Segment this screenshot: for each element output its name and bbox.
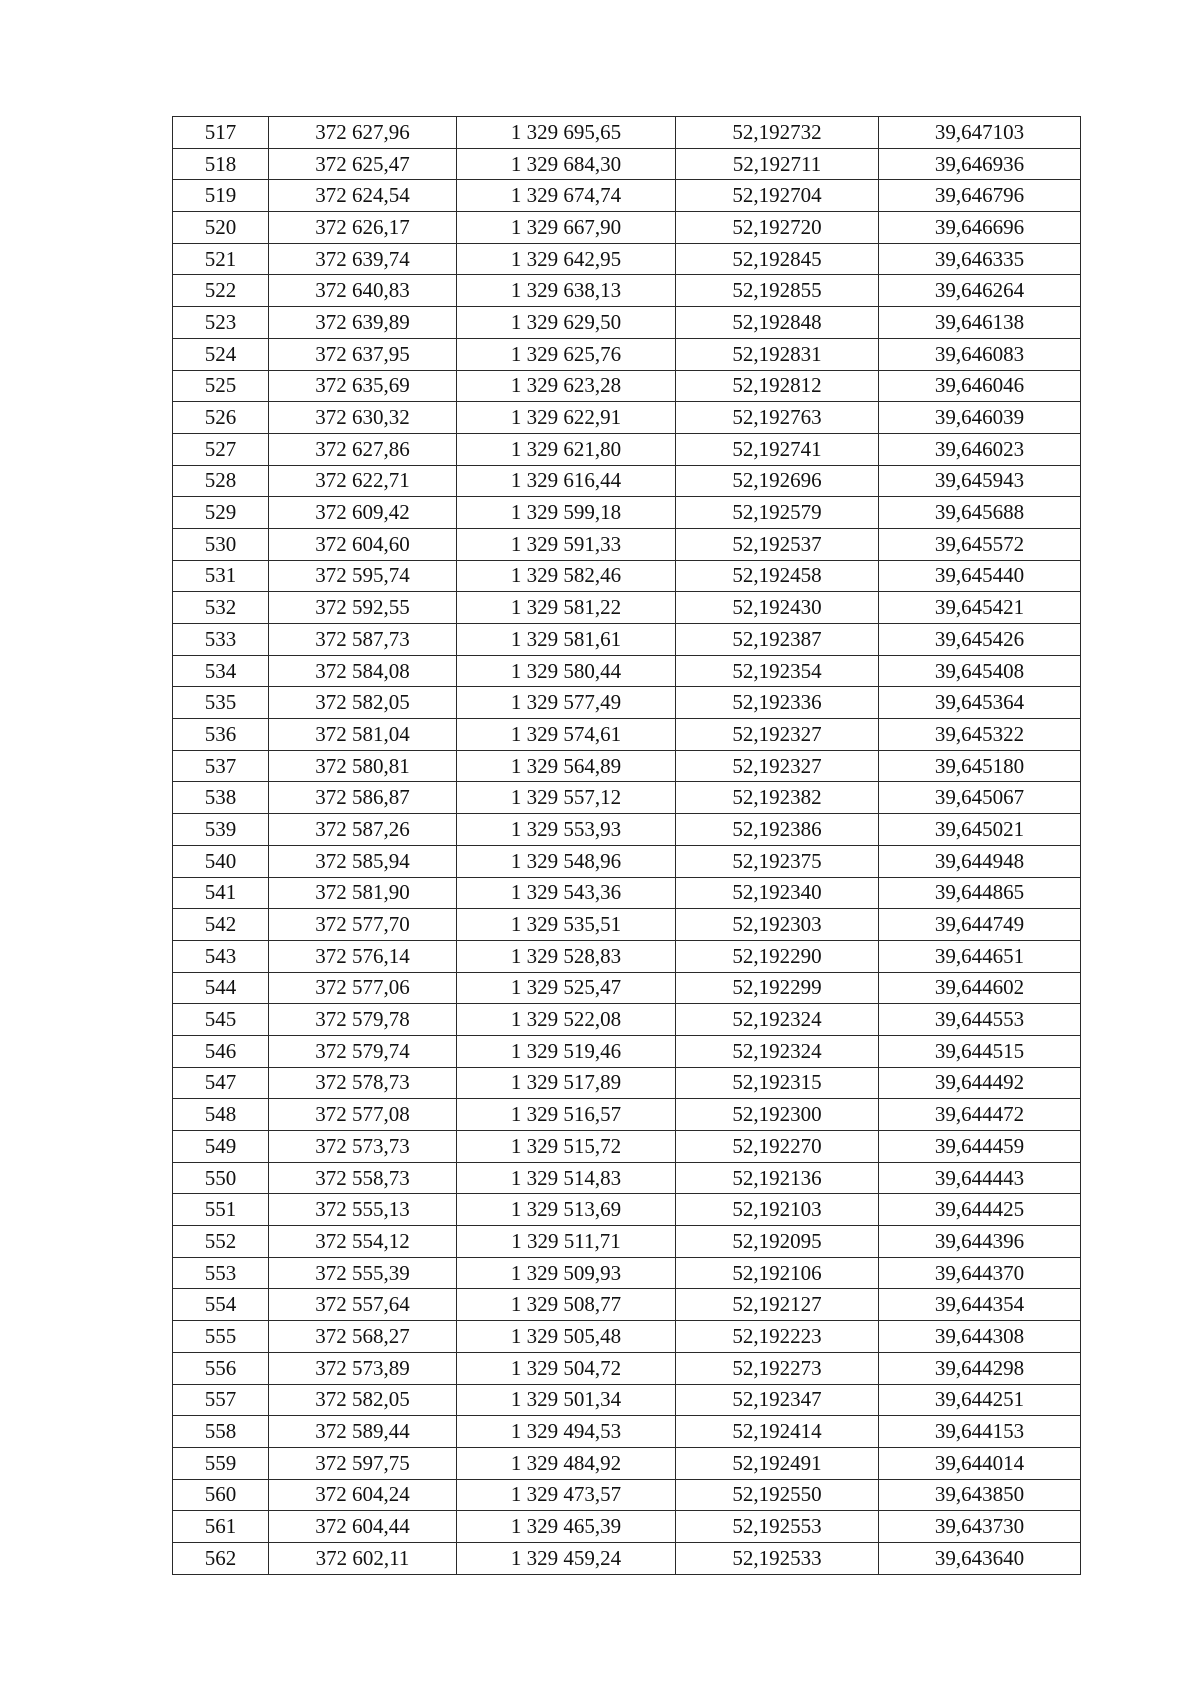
table-row	[173, 1099, 1081, 1131]
point-number-cell: 520	[173, 212, 269, 244]
point-number-cell: 532	[173, 592, 269, 624]
x-coordinate-cell: 372 627,86	[269, 433, 457, 465]
longitude-cell: 39,645426	[879, 624, 1081, 656]
y-coordinate-cell: 1 329 642,95	[457, 243, 676, 275]
table-row	[173, 909, 1081, 941]
table-row	[173, 148, 1081, 180]
point-number-cell: 528	[173, 465, 269, 497]
table-row	[173, 1289, 1081, 1321]
table-row	[173, 1479, 1081, 1511]
point-number-cell: 519	[173, 180, 269, 212]
latitude-cell: 52,192106	[676, 1257, 879, 1289]
table-row	[173, 1384, 1081, 1416]
latitude-cell: 52,192340	[676, 877, 879, 909]
y-coordinate-cell: 1 329 629,50	[457, 307, 676, 339]
point-number-cell: 545	[173, 1004, 269, 1036]
y-coordinate-cell: 1 329 599,18	[457, 497, 676, 529]
longitude-cell: 39,646046	[879, 370, 1081, 402]
x-coordinate-cell: 372 568,27	[269, 1321, 457, 1353]
latitude-cell: 52,192720	[676, 212, 879, 244]
longitude-cell: 39,644459	[879, 1131, 1081, 1163]
latitude-cell: 52,192127	[676, 1289, 879, 1321]
y-coordinate-cell: 1 329 623,28	[457, 370, 676, 402]
point-number-cell: 526	[173, 402, 269, 434]
longitude-cell: 39,645322	[879, 719, 1081, 751]
table-row	[173, 1067, 1081, 1099]
point-number-cell: 554	[173, 1289, 269, 1321]
point-number-cell: 549	[173, 1131, 269, 1163]
coordinate-table	[172, 116, 1081, 1575]
latitude-cell: 52,192812	[676, 370, 879, 402]
y-coordinate-cell: 1 329 465,39	[457, 1511, 676, 1543]
latitude-cell: 52,192324	[676, 1004, 879, 1036]
latitude-cell: 52,192270	[676, 1131, 879, 1163]
y-coordinate-cell: 1 329 581,61	[457, 624, 676, 656]
point-number-cell: 559	[173, 1447, 269, 1479]
x-coordinate-cell: 372 595,74	[269, 560, 457, 592]
latitude-cell: 52,192273	[676, 1352, 879, 1384]
table-row	[173, 465, 1081, 497]
latitude-cell: 52,192290	[676, 940, 879, 972]
y-coordinate-cell: 1 329 515,72	[457, 1131, 676, 1163]
x-coordinate-cell: 372 624,54	[269, 180, 457, 212]
y-coordinate-cell: 1 329 674,74	[457, 180, 676, 212]
point-number-cell: 543	[173, 940, 269, 972]
latitude-cell: 52,192327	[676, 719, 879, 751]
x-coordinate-cell: 372 592,55	[269, 592, 457, 624]
y-coordinate-cell: 1 329 616,44	[457, 465, 676, 497]
longitude-cell: 39,645180	[879, 750, 1081, 782]
point-number-cell: 547	[173, 1067, 269, 1099]
table-row	[173, 655, 1081, 687]
latitude-cell: 52,192550	[676, 1479, 879, 1511]
x-coordinate-cell: 372 630,32	[269, 402, 457, 434]
longitude-cell: 39,644948	[879, 845, 1081, 877]
point-number-cell: 539	[173, 814, 269, 846]
table-row	[173, 1321, 1081, 1353]
table-row	[173, 719, 1081, 751]
latitude-cell: 52,192711	[676, 148, 879, 180]
y-coordinate-cell: 1 329 553,93	[457, 814, 676, 846]
y-coordinate-cell: 1 329 574,61	[457, 719, 676, 751]
y-coordinate-cell: 1 329 508,77	[457, 1289, 676, 1321]
x-coordinate-cell: 372 609,42	[269, 497, 457, 529]
table-row	[173, 1035, 1081, 1067]
y-coordinate-cell: 1 329 582,46	[457, 560, 676, 592]
longitude-cell: 39,644251	[879, 1384, 1081, 1416]
y-coordinate-cell: 1 329 519,46	[457, 1035, 676, 1067]
table-row	[173, 1194, 1081, 1226]
latitude-cell: 52,192553	[676, 1511, 879, 1543]
x-coordinate-cell: 372 555,39	[269, 1257, 457, 1289]
latitude-cell: 52,192855	[676, 275, 879, 307]
y-coordinate-cell: 1 329 516,57	[457, 1099, 676, 1131]
longitude-cell: 39,645408	[879, 655, 1081, 687]
x-coordinate-cell: 372 554,12	[269, 1226, 457, 1258]
point-number-cell: 538	[173, 782, 269, 814]
longitude-cell: 39,645943	[879, 465, 1081, 497]
longitude-cell: 39,644443	[879, 1162, 1081, 1194]
table-row	[173, 972, 1081, 1004]
latitude-cell: 52,192303	[676, 909, 879, 941]
latitude-cell: 52,192848	[676, 307, 879, 339]
longitude-cell: 39,647103	[879, 117, 1081, 149]
point-number-cell: 523	[173, 307, 269, 339]
y-coordinate-cell: 1 329 622,91	[457, 402, 676, 434]
table-row	[173, 275, 1081, 307]
point-number-cell: 531	[173, 560, 269, 592]
table-row	[173, 528, 1081, 560]
table-row	[173, 1352, 1081, 1384]
x-coordinate-cell: 372 587,73	[269, 624, 457, 656]
latitude-cell: 52,192223	[676, 1321, 879, 1353]
point-number-cell: 553	[173, 1257, 269, 1289]
table-row	[173, 687, 1081, 719]
y-coordinate-cell: 1 329 514,83	[457, 1162, 676, 1194]
y-coordinate-cell: 1 329 548,96	[457, 845, 676, 877]
point-number-cell: 542	[173, 909, 269, 941]
point-number-cell: 546	[173, 1035, 269, 1067]
longitude-cell: 39,645021	[879, 814, 1081, 846]
longitude-cell: 39,644749	[879, 909, 1081, 941]
y-coordinate-cell: 1 329 564,89	[457, 750, 676, 782]
x-coordinate-cell: 372 604,60	[269, 528, 457, 560]
x-coordinate-cell: 372 639,74	[269, 243, 457, 275]
point-number-cell: 530	[173, 528, 269, 560]
y-coordinate-cell: 1 329 511,71	[457, 1226, 676, 1258]
point-number-cell: 535	[173, 687, 269, 719]
longitude-cell: 39,645688	[879, 497, 1081, 529]
y-coordinate-cell: 1 329 625,76	[457, 338, 676, 370]
y-coordinate-cell: 1 329 695,65	[457, 117, 676, 149]
y-coordinate-cell: 1 329 535,51	[457, 909, 676, 941]
coordinate-table-body	[173, 117, 1081, 1575]
latitude-cell: 52,192732	[676, 117, 879, 149]
table-row	[173, 1542, 1081, 1574]
y-coordinate-cell: 1 329 591,33	[457, 528, 676, 560]
point-number-cell: 522	[173, 275, 269, 307]
longitude-cell: 39,645440	[879, 560, 1081, 592]
longitude-cell: 39,645067	[879, 782, 1081, 814]
table-row	[173, 180, 1081, 212]
x-coordinate-cell: 372 602,11	[269, 1542, 457, 1574]
point-number-cell: 525	[173, 370, 269, 402]
y-coordinate-cell: 1 329 525,47	[457, 972, 676, 1004]
longitude-cell: 39,644298	[879, 1352, 1081, 1384]
x-coordinate-cell: 372 577,70	[269, 909, 457, 941]
table-row	[173, 117, 1081, 149]
latitude-cell: 52,192458	[676, 560, 879, 592]
x-coordinate-cell: 372 581,04	[269, 719, 457, 751]
y-coordinate-cell: 1 329 509,93	[457, 1257, 676, 1289]
longitude-cell: 39,646796	[879, 180, 1081, 212]
longitude-cell: 39,646696	[879, 212, 1081, 244]
table-row	[173, 1162, 1081, 1194]
table-row	[173, 307, 1081, 339]
longitude-cell: 39,646264	[879, 275, 1081, 307]
point-number-cell: 529	[173, 497, 269, 529]
table-row	[173, 592, 1081, 624]
point-number-cell: 541	[173, 877, 269, 909]
y-coordinate-cell: 1 329 580,44	[457, 655, 676, 687]
longitude-cell: 39,646936	[879, 148, 1081, 180]
table-row	[173, 1226, 1081, 1258]
point-number-cell: 527	[173, 433, 269, 465]
longitude-cell: 39,644602	[879, 972, 1081, 1004]
x-coordinate-cell: 372 625,47	[269, 148, 457, 180]
point-number-cell: 555	[173, 1321, 269, 1353]
point-number-cell: 540	[173, 845, 269, 877]
x-coordinate-cell: 372 589,44	[269, 1416, 457, 1448]
x-coordinate-cell: 372 579,78	[269, 1004, 457, 1036]
table-row	[173, 212, 1081, 244]
longitude-cell: 39,644515	[879, 1035, 1081, 1067]
point-number-cell: 551	[173, 1194, 269, 1226]
latitude-cell: 52,192741	[676, 433, 879, 465]
y-coordinate-cell: 1 329 505,48	[457, 1321, 676, 1353]
longitude-cell: 39,646039	[879, 402, 1081, 434]
x-coordinate-cell: 372 557,64	[269, 1289, 457, 1321]
table-row	[173, 1447, 1081, 1479]
point-number-cell: 558	[173, 1416, 269, 1448]
longitude-cell: 39,644354	[879, 1289, 1081, 1321]
longitude-cell: 39,646335	[879, 243, 1081, 275]
x-coordinate-cell: 372 576,14	[269, 940, 457, 972]
x-coordinate-cell: 372 635,69	[269, 370, 457, 402]
point-number-cell: 533	[173, 624, 269, 656]
x-coordinate-cell: 372 573,89	[269, 1352, 457, 1384]
longitude-cell: 39,644553	[879, 1004, 1081, 1036]
longitude-cell: 39,644865	[879, 877, 1081, 909]
latitude-cell: 52,192414	[676, 1416, 879, 1448]
table-row	[173, 370, 1081, 402]
table-row	[173, 1416, 1081, 1448]
point-number-cell: 560	[173, 1479, 269, 1511]
y-coordinate-cell: 1 329 501,34	[457, 1384, 676, 1416]
y-coordinate-cell: 1 329 557,12	[457, 782, 676, 814]
table-row	[173, 560, 1081, 592]
point-number-cell: 544	[173, 972, 269, 1004]
table-row	[173, 338, 1081, 370]
latitude-cell: 52,192696	[676, 465, 879, 497]
longitude-cell: 39,646083	[879, 338, 1081, 370]
point-number-cell: 550	[173, 1162, 269, 1194]
table-row	[173, 402, 1081, 434]
table-row	[173, 1131, 1081, 1163]
table-row	[173, 940, 1081, 972]
latitude-cell: 52,192324	[676, 1035, 879, 1067]
x-coordinate-cell: 372 577,06	[269, 972, 457, 1004]
x-coordinate-cell: 372 604,44	[269, 1511, 457, 1543]
point-number-cell: 537	[173, 750, 269, 782]
longitude-cell: 39,646023	[879, 433, 1081, 465]
latitude-cell: 52,192375	[676, 845, 879, 877]
x-coordinate-cell: 372 637,95	[269, 338, 457, 370]
latitude-cell: 52,192533	[676, 1542, 879, 1574]
table-row	[173, 750, 1081, 782]
x-coordinate-cell: 372 558,73	[269, 1162, 457, 1194]
latitude-cell: 52,192831	[676, 338, 879, 370]
latitude-cell: 52,192845	[676, 243, 879, 275]
point-number-cell: 561	[173, 1511, 269, 1543]
longitude-cell: 39,644472	[879, 1099, 1081, 1131]
x-coordinate-cell: 372 581,90	[269, 877, 457, 909]
latitude-cell: 52,192300	[676, 1099, 879, 1131]
table-row	[173, 877, 1081, 909]
point-number-cell: 517	[173, 117, 269, 149]
longitude-cell: 39,644396	[879, 1226, 1081, 1258]
latitude-cell: 52,192347	[676, 1384, 879, 1416]
x-coordinate-cell: 372 577,08	[269, 1099, 457, 1131]
longitude-cell: 39,645572	[879, 528, 1081, 560]
y-coordinate-cell: 1 329 459,24	[457, 1542, 676, 1574]
y-coordinate-cell: 1 329 684,30	[457, 148, 676, 180]
y-coordinate-cell: 1 329 494,53	[457, 1416, 676, 1448]
table-row	[173, 782, 1081, 814]
latitude-cell: 52,192382	[676, 782, 879, 814]
longitude-cell: 39,644492	[879, 1067, 1081, 1099]
y-coordinate-cell: 1 329 638,13	[457, 275, 676, 307]
y-coordinate-cell: 1 329 581,22	[457, 592, 676, 624]
x-coordinate-cell: 372 582,05	[269, 687, 457, 719]
latitude-cell: 52,192136	[676, 1162, 879, 1194]
point-number-cell: 534	[173, 655, 269, 687]
table-row	[173, 845, 1081, 877]
y-coordinate-cell: 1 329 528,83	[457, 940, 676, 972]
x-coordinate-cell: 372 604,24	[269, 1479, 457, 1511]
point-number-cell: 552	[173, 1226, 269, 1258]
y-coordinate-cell: 1 329 504,72	[457, 1352, 676, 1384]
x-coordinate-cell: 372 597,75	[269, 1447, 457, 1479]
x-coordinate-cell: 372 639,89	[269, 307, 457, 339]
longitude-cell: 39,643850	[879, 1479, 1081, 1511]
table-row	[173, 1511, 1081, 1543]
longitude-cell: 39,646138	[879, 307, 1081, 339]
longitude-cell: 39,644651	[879, 940, 1081, 972]
x-coordinate-cell: 372 622,71	[269, 465, 457, 497]
point-number-cell: 557	[173, 1384, 269, 1416]
y-coordinate-cell: 1 329 577,49	[457, 687, 676, 719]
point-number-cell: 524	[173, 338, 269, 370]
point-number-cell: 548	[173, 1099, 269, 1131]
x-coordinate-cell: 372 580,81	[269, 750, 457, 782]
latitude-cell: 52,192299	[676, 972, 879, 1004]
latitude-cell: 52,192095	[676, 1226, 879, 1258]
point-number-cell: 556	[173, 1352, 269, 1384]
longitude-cell: 39,643730	[879, 1511, 1081, 1543]
latitude-cell: 52,192386	[676, 814, 879, 846]
latitude-cell: 52,192315	[676, 1067, 879, 1099]
point-number-cell: 518	[173, 148, 269, 180]
longitude-cell: 39,644153	[879, 1416, 1081, 1448]
point-number-cell: 562	[173, 1542, 269, 1574]
latitude-cell: 52,192704	[676, 180, 879, 212]
longitude-cell: 39,645421	[879, 592, 1081, 624]
table-row	[173, 624, 1081, 656]
x-coordinate-cell: 372 640,83	[269, 275, 457, 307]
y-coordinate-cell: 1 329 513,69	[457, 1194, 676, 1226]
latitude-cell: 52,192491	[676, 1447, 879, 1479]
latitude-cell: 52,192387	[676, 624, 879, 656]
y-coordinate-cell: 1 329 484,92	[457, 1447, 676, 1479]
x-coordinate-cell: 372 555,13	[269, 1194, 457, 1226]
latitude-cell: 52,192103	[676, 1194, 879, 1226]
point-number-cell: 521	[173, 243, 269, 275]
table-row	[173, 497, 1081, 529]
latitude-cell: 52,192430	[676, 592, 879, 624]
x-coordinate-cell: 372 585,94	[269, 845, 457, 877]
x-coordinate-cell: 372 587,26	[269, 814, 457, 846]
table-row	[173, 1004, 1081, 1036]
y-coordinate-cell: 1 329 667,90	[457, 212, 676, 244]
x-coordinate-cell: 372 578,73	[269, 1067, 457, 1099]
longitude-cell: 39,644425	[879, 1194, 1081, 1226]
x-coordinate-cell: 372 582,05	[269, 1384, 457, 1416]
x-coordinate-cell: 372 627,96	[269, 117, 457, 149]
y-coordinate-cell: 1 329 522,08	[457, 1004, 676, 1036]
point-number-cell: 536	[173, 719, 269, 751]
x-coordinate-cell: 372 584,08	[269, 655, 457, 687]
y-coordinate-cell: 1 329 473,57	[457, 1479, 676, 1511]
latitude-cell: 52,192336	[676, 687, 879, 719]
y-coordinate-cell: 1 329 517,89	[457, 1067, 676, 1099]
table-row	[173, 814, 1081, 846]
longitude-cell: 39,644308	[879, 1321, 1081, 1353]
y-coordinate-cell: 1 329 621,80	[457, 433, 676, 465]
longitude-cell: 39,645364	[879, 687, 1081, 719]
latitude-cell: 52,192537	[676, 528, 879, 560]
x-coordinate-cell: 372 579,74	[269, 1035, 457, 1067]
latitude-cell: 52,192579	[676, 497, 879, 529]
table-row	[173, 1257, 1081, 1289]
x-coordinate-cell: 372 573,73	[269, 1131, 457, 1163]
y-coordinate-cell: 1 329 543,36	[457, 877, 676, 909]
longitude-cell: 39,644014	[879, 1447, 1081, 1479]
table-row	[173, 433, 1081, 465]
latitude-cell: 52,192354	[676, 655, 879, 687]
longitude-cell: 39,644370	[879, 1257, 1081, 1289]
x-coordinate-cell: 372 586,87	[269, 782, 457, 814]
latitude-cell: 52,192327	[676, 750, 879, 782]
latitude-cell: 52,192763	[676, 402, 879, 434]
longitude-cell: 39,643640	[879, 1542, 1081, 1574]
x-coordinate-cell: 372 626,17	[269, 212, 457, 244]
table-row	[173, 243, 1081, 275]
